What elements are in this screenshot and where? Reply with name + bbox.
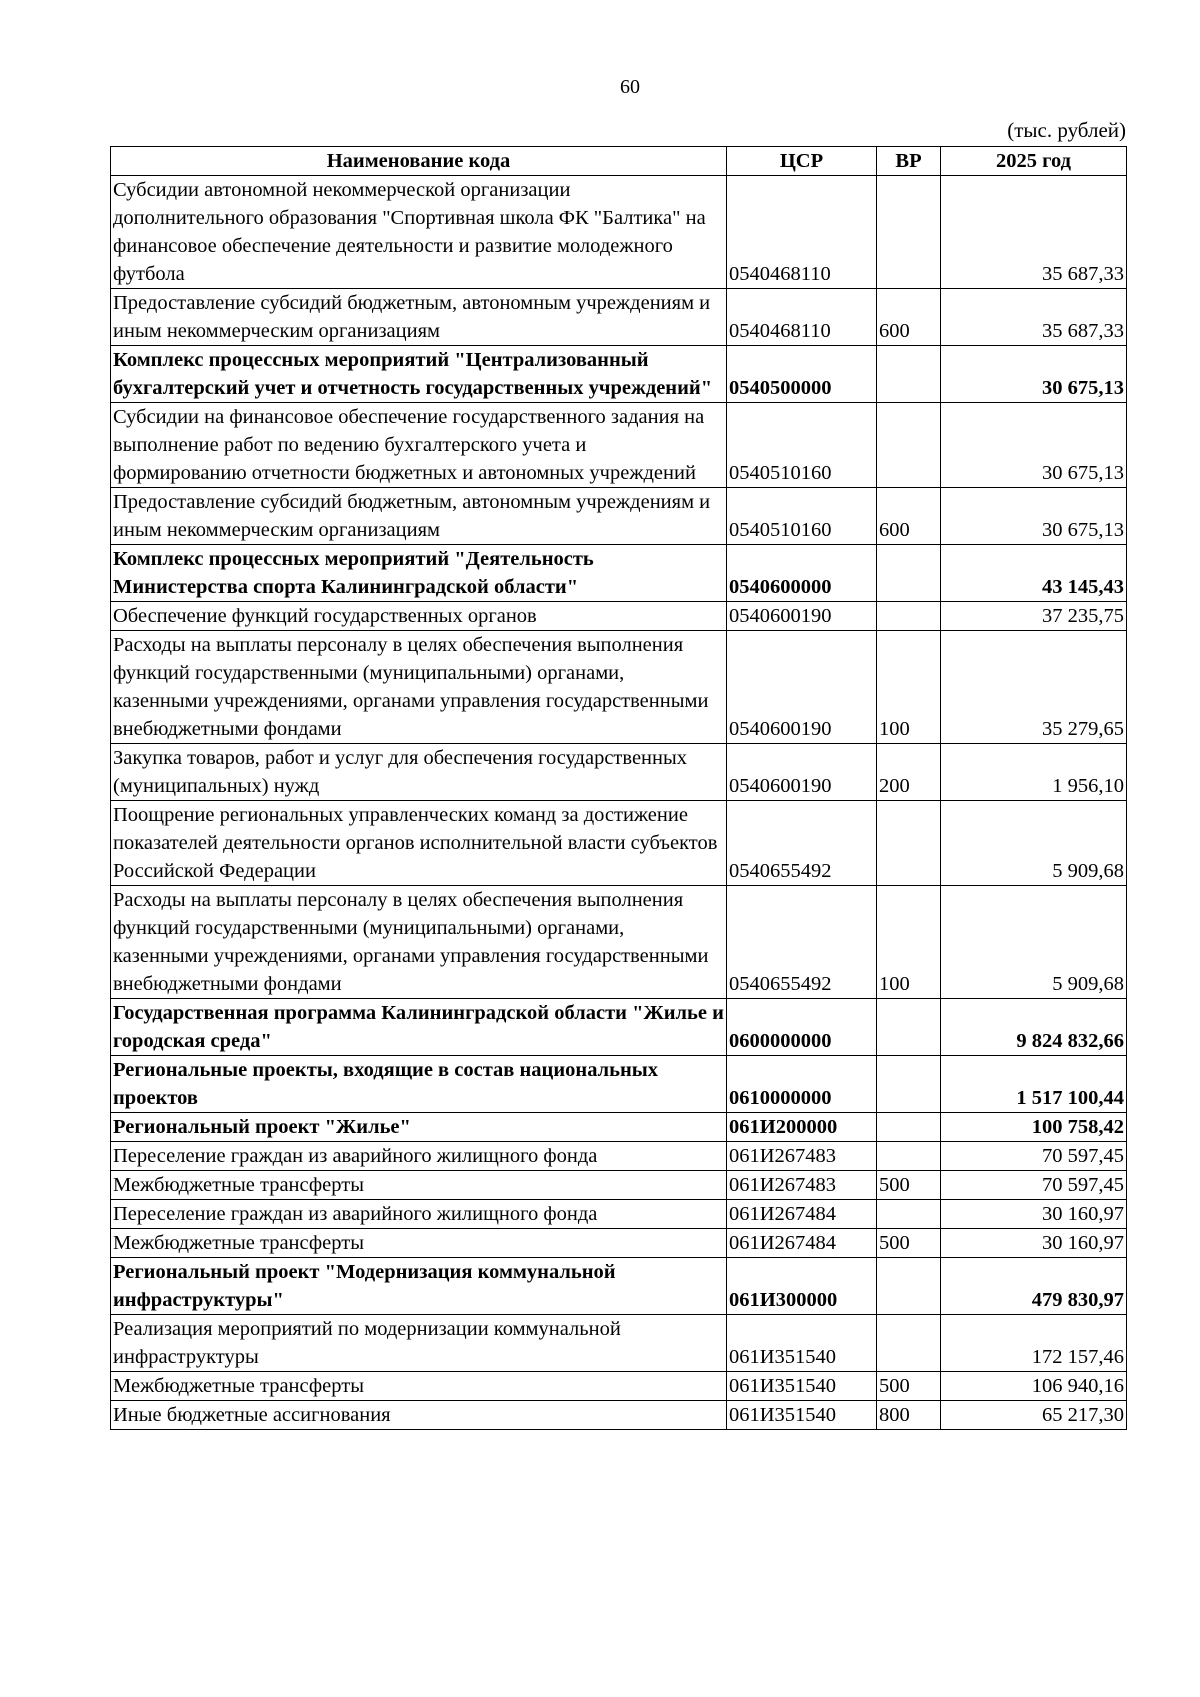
cell-name: Иные бюджетные ассигнования xyxy=(111,1401,727,1430)
table-row xyxy=(111,801,1127,886)
cell-vr: 500 xyxy=(877,1171,941,1200)
table-row xyxy=(111,488,1127,545)
cell-csr: 0540600190 xyxy=(727,744,877,801)
table-row xyxy=(111,1401,1127,1430)
cell-vr xyxy=(877,1056,941,1113)
cell-csr: 0610000000 xyxy=(727,1056,877,1113)
cell-csr: 061И351540 xyxy=(727,1315,877,1372)
cell-name: Предоставление субсидий бюджетным, автономным учреждениям и иным некоммерческим организациям xyxy=(111,488,727,545)
cell-sum: 70 597,45 xyxy=(941,1142,1127,1171)
cell-csr: 061И300000 xyxy=(727,1258,877,1315)
cell-vr xyxy=(877,999,941,1056)
cell-csr: 061И267483 xyxy=(727,1142,877,1171)
cell-vr xyxy=(877,1113,941,1142)
cell-sum: 100 758,42 xyxy=(941,1113,1127,1142)
table-row xyxy=(111,289,1127,346)
cell-name: Государственная программа Калининградской области "Жилье и городская среда" xyxy=(111,999,727,1056)
cell-name: Межбюджетные трансферты xyxy=(111,1171,727,1200)
cell-name: Реализация мероприятий по модернизации коммунальной инфраструктуры xyxy=(111,1315,727,1372)
cell-name: Обеспечение функций государственных органов xyxy=(111,602,727,631)
cell-csr: 0540468110 xyxy=(727,176,877,289)
units-label: (тыс. рублей) xyxy=(1007,118,1126,142)
cell-sum: 65 217,30 xyxy=(941,1401,1127,1430)
cell-vr xyxy=(877,1142,941,1171)
cell-csr: 0540510160 xyxy=(727,403,877,488)
cell-sum: 35 687,33 xyxy=(941,176,1127,289)
cell-csr: 061И267483 xyxy=(727,1171,877,1200)
cell-sum: 30 160,97 xyxy=(941,1229,1127,1258)
cell-sum: 35 687,33 xyxy=(941,289,1127,346)
budget-table xyxy=(110,146,1127,1430)
cell-vr xyxy=(877,1315,941,1372)
cell-vr xyxy=(877,176,941,289)
table-row xyxy=(111,545,1127,602)
cell-name: Расходы на выплаты персоналу в целях обеспечения выполнения функций государственными (муниципальными) органами, казенными учреждениями, органами управления государственными внебюджетными фондами xyxy=(111,886,727,999)
cell-sum: 30 675,13 xyxy=(941,346,1127,403)
cell-csr: 0540655492 xyxy=(727,886,877,999)
cell-sum: 479 830,97 xyxy=(941,1258,1127,1315)
cell-sum: 5 909,68 xyxy=(941,801,1127,886)
cell-vr: 500 xyxy=(877,1372,941,1401)
table-row xyxy=(111,602,1127,631)
cell-csr: 061И351540 xyxy=(727,1401,877,1430)
cell-sum: 30 675,13 xyxy=(941,488,1127,545)
cell-csr: 061И200000 xyxy=(727,1113,877,1142)
cell-vr xyxy=(877,1200,941,1229)
cell-name: Субсидии автономной некоммерческой организации дополнительного образования "Спортивная школа ФК "Балтика" на финансовое обеспечение деятельности и развитие молодежного футбола xyxy=(111,176,727,289)
table-row xyxy=(111,631,1127,744)
table-row xyxy=(111,1372,1127,1401)
table-row xyxy=(111,1142,1127,1171)
table-row xyxy=(111,1315,1127,1372)
table-row xyxy=(111,999,1127,1056)
cell-vr xyxy=(877,801,941,886)
table-row xyxy=(111,1113,1127,1142)
cell-csr: 0540600190 xyxy=(727,631,877,744)
table-row xyxy=(111,744,1127,801)
table-row xyxy=(111,1171,1127,1200)
cell-sum: 35 279,65 xyxy=(941,631,1127,744)
cell-csr: 061И267484 xyxy=(727,1200,877,1229)
cell-sum: 9 824 832,66 xyxy=(941,999,1127,1056)
cell-sum: 70 597,45 xyxy=(941,1171,1127,1200)
cell-vr: 100 xyxy=(877,886,941,999)
table-row xyxy=(111,403,1127,488)
page-number: 60 xyxy=(620,76,640,98)
cell-vr xyxy=(877,602,941,631)
cell-sum: 30 160,97 xyxy=(941,1200,1127,1229)
cell-sum: 43 145,43 xyxy=(941,545,1127,602)
cell-csr: 0540600190 xyxy=(727,602,877,631)
table-body xyxy=(111,176,1127,1430)
cell-sum: 37 235,75 xyxy=(941,602,1127,631)
cell-csr: 061И267484 xyxy=(727,1229,877,1258)
header-sum: 2025 год xyxy=(941,147,1127,176)
table-header-row xyxy=(111,147,1127,176)
cell-name: Межбюджетные трансферты xyxy=(111,1372,727,1401)
cell-csr: 0540655492 xyxy=(727,801,877,886)
cell-vr: 600 xyxy=(877,289,941,346)
cell-name: Расходы на выплаты персоналу в целях обеспечения выполнения функций государственными (муниципальными) органами, казенными учреждениями, органами управления государственными внебюджетными фондами xyxy=(111,631,727,744)
table-row xyxy=(111,1229,1127,1258)
cell-name: Переселение граждан из аварийного жилищного фонда xyxy=(111,1200,727,1229)
table-row xyxy=(111,1258,1127,1315)
header-csr: ЦСР xyxy=(727,147,877,176)
cell-vr xyxy=(877,1258,941,1315)
header-vr: ВР xyxy=(877,147,941,176)
table-row xyxy=(111,346,1127,403)
cell-sum: 1 956,10 xyxy=(941,744,1127,801)
cell-sum: 106 940,16 xyxy=(941,1372,1127,1401)
table-row xyxy=(111,886,1127,999)
cell-name: Субсидии на финансовое обеспечение государственного задания на выполнение работ по ведению бухгалтерского учета и формированию отчетности бюджетных и автономных учреждений xyxy=(111,403,727,488)
cell-csr: 0540510160 xyxy=(727,488,877,545)
cell-sum: 5 909,68 xyxy=(941,886,1127,999)
cell-csr: 061И351540 xyxy=(727,1372,877,1401)
cell-sum: 1 517 100,44 xyxy=(941,1056,1127,1113)
cell-name: Комплекс процессных мероприятий "Деятельность Министерства спорта Калининградской области" xyxy=(111,545,727,602)
table-row xyxy=(111,176,1127,289)
cell-vr: 200 xyxy=(877,744,941,801)
cell-name: Предоставление субсидий бюджетным, автономным учреждениям и иным некоммерческим организациям xyxy=(111,289,727,346)
cell-csr: 0600000000 xyxy=(727,999,877,1056)
cell-name: Комплекс процессных мероприятий "Централизованный бухгалтерский учет и отчетность государственных учреждений" xyxy=(111,346,727,403)
header-name: Наименование кода xyxy=(111,147,727,176)
cell-name: Региональный проект "Модернизация коммунальной инфраструктуры" xyxy=(111,1258,727,1315)
cell-vr xyxy=(877,346,941,403)
cell-vr: 100 xyxy=(877,631,941,744)
cell-sum: 172 157,46 xyxy=(941,1315,1127,1372)
cell-sum: 30 675,13 xyxy=(941,403,1127,488)
table-row xyxy=(111,1200,1127,1229)
cell-vr: 600 xyxy=(877,488,941,545)
cell-csr: 0540500000 xyxy=(727,346,877,403)
cell-vr: 500 xyxy=(877,1229,941,1258)
cell-name: Переселение граждан из аварийного жилищного фонда xyxy=(111,1142,727,1171)
cell-name: Межбюджетные трансферты xyxy=(111,1229,727,1258)
cell-name: Региональный проект "Жилье" xyxy=(111,1113,727,1142)
cell-csr: 0540600000 xyxy=(727,545,877,602)
cell-name: Поощрение региональных управленческих команд за достижение показателей деятельности органов исполнительной власти субъектов Российской Федерации xyxy=(111,801,727,886)
table-row xyxy=(111,1056,1127,1113)
cell-vr: 800 xyxy=(877,1401,941,1430)
cell-vr xyxy=(877,545,941,602)
cell-vr xyxy=(877,403,941,488)
cell-name: Закупка товаров, работ и услуг для обеспечения государственных (муниципальных) нужд xyxy=(111,744,727,801)
cell-csr: 0540468110 xyxy=(727,289,877,346)
cell-name: Региональные проекты, входящие в состав национальных проектов xyxy=(111,1056,727,1113)
